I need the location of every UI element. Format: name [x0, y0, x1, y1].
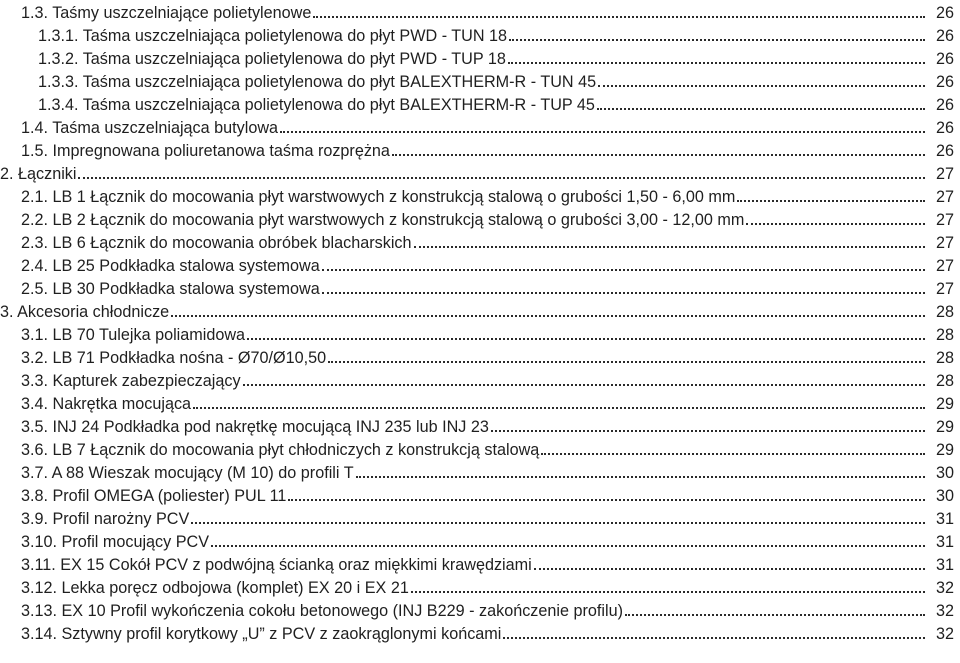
toc-entry-title: 3.5. INJ 24 Podkładka pod nakrętkę mocującą INJ 235 lub INJ 23	[21, 418, 489, 436]
toc-entry	[0, 276, 954, 299]
toc-entry-title: 3.12. Lekka poręcz odbojowa (komplet) EX 20 i EX 21	[21, 579, 409, 597]
dot-leader	[247, 338, 925, 340]
toc-page-number: 26	[935, 50, 954, 68]
toc-page-number: 26	[935, 73, 954, 91]
dot-leader	[503, 637, 925, 639]
toc-entry-title: 3.10. Profil mocujący PCV	[21, 533, 210, 551]
toc-entry-title: 3.3. Kapturek zabezpieczający	[21, 372, 241, 390]
toc-entry-title: 3.9. Profil narożny PCV	[21, 510, 190, 528]
toc-entry	[0, 92, 954, 115]
toc-entry	[0, 575, 954, 598]
dot-leader	[280, 131, 925, 133]
dot-leader	[243, 384, 925, 386]
toc-entry-title: 3.13. EX 10 Profil wykończenia cokołu betonowego (INJ B229 - zakończenie profilu)	[21, 602, 623, 620]
toc-entry	[0, 621, 954, 644]
dot-leader	[322, 269, 925, 271]
dot-leader	[191, 522, 925, 524]
toc-page-number: 26	[935, 142, 954, 160]
toc-entry	[0, 483, 954, 506]
toc-page-number: 27	[935, 234, 954, 252]
dot-leader	[411, 591, 925, 593]
dot-leader	[78, 177, 925, 179]
dot-leader	[534, 568, 925, 570]
toc-page-number: 28	[935, 303, 954, 321]
toc-entry-title: 1.3.3. Taśma uszczelniająca polietylenowa do płyt BALEXTHERM-R - TUN 45	[38, 73, 597, 91]
toc-entry	[0, 414, 954, 437]
toc-page-number: 28	[935, 372, 954, 390]
toc-entry	[0, 23, 954, 46]
dot-leader	[597, 108, 925, 110]
toc-page-number: 26	[935, 27, 954, 45]
toc-entry-title: 2.4. LB 25 Podkładka stalowa systemowa	[21, 257, 320, 275]
toc-entry	[0, 69, 954, 92]
toc-page-number: 30	[935, 487, 954, 505]
toc-entry	[0, 460, 954, 483]
toc-entry	[0, 184, 954, 207]
toc-entry	[0, 161, 954, 184]
toc-entry-title: 3.11. EX 15 Cokół PCV z podwójną ścianką oraz miękkimi krawędziami	[21, 556, 532, 574]
toc-page-number: 30	[935, 464, 954, 482]
toc-entry	[0, 253, 954, 276]
dot-leader	[414, 246, 925, 248]
dot-leader	[737, 200, 925, 202]
toc-entry-title: 1.3.2. Taśma uszczelniająca polietylenowa do płyt PWD - TUP 18	[38, 50, 506, 68]
toc-entry	[0, 437, 954, 460]
toc-page-number: 27	[935, 188, 954, 206]
toc-entry-title: 3. Akcesoria chłodnicze	[0, 303, 170, 321]
dot-leader	[509, 39, 925, 41]
toc-page-number: 32	[935, 579, 954, 597]
toc-entry-title: 1.4. Taśma uszczelniająca butylowa	[21, 119, 279, 137]
toc-entry	[0, 345, 954, 368]
toc-entry-title: 2.5. LB 30 Podkładka stalowa systemowa	[21, 280, 320, 298]
dot-leader	[211, 545, 925, 547]
toc-entry	[0, 598, 954, 621]
toc-entry	[0, 115, 954, 138]
dot-leader	[322, 292, 925, 294]
toc-entry	[0, 368, 954, 391]
toc-entry	[0, 0, 954, 23]
dot-leader	[392, 154, 925, 156]
dot-leader	[356, 476, 925, 478]
toc-entry-title: 3.2. LB 71 Podkładka nośna - Ø70/Ø10,50	[21, 349, 327, 367]
toc-entry	[0, 138, 954, 161]
dot-leader	[288, 499, 925, 501]
dot-leader	[598, 85, 925, 87]
toc-entry-title: 3.14. Sztywny profil korytkowy „U” z PCV z zaokrąglonymi końcami	[21, 625, 502, 643]
toc-page-number: 27	[935, 211, 954, 229]
toc-entry-title: 2. Łączniki	[0, 165, 77, 183]
toc-page-number: 28	[935, 326, 954, 344]
toc-entry-title: 2.1. LB 1 Łącznik do mocowania płyt warstwowych z konstrukcją stalową o grubości 1,50 - 6,00 mm	[21, 188, 736, 206]
toc-entry-title: 3.1. LB 70 Tulejka poliamidowa	[21, 326, 246, 344]
toc-entry	[0, 529, 954, 552]
toc-page-number: 29	[935, 441, 954, 459]
toc-page-number: 29	[935, 395, 954, 413]
toc-entry-title: 1.3. Taśmy uszczelniające polietylenowe	[21, 4, 312, 22]
toc-page-number: 29	[935, 418, 954, 436]
toc-page-number: 32	[935, 625, 954, 643]
toc-page-number: 26	[935, 96, 954, 114]
dot-leader	[746, 223, 925, 225]
toc-entry-title: 2.3. LB 6 Łącznik do mocowania obróbek blacharskich	[21, 234, 412, 252]
toc-entry-title: 3.6. LB 7 Łącznik do mocowania płyt chłodniczych z konstrukcją stalową	[21, 441, 540, 459]
toc-entry	[0, 506, 954, 529]
toc-entry	[0, 207, 954, 230]
toc-entry-title: 2.2. LB 2 Łącznik do mocowania płyt warstwowych z konstrukcją stalową o grubości 3,00 - 12,00 mm	[21, 211, 745, 229]
toc-page-number: 27	[935, 257, 954, 275]
toc-entry-title: 3.8. Profil OMEGA (poliester) PUL 11	[21, 487, 287, 505]
dot-leader	[313, 16, 925, 18]
toc-entry-title: 1.3.1. Taśma uszczelniająca polietylenowa do płyt PWD - TUN 18	[38, 27, 508, 45]
toc-page-number: 32	[935, 602, 954, 620]
toc-entry	[0, 46, 954, 69]
dot-leader	[508, 62, 925, 64]
dot-leader	[193, 407, 925, 409]
dot-leader	[328, 361, 925, 363]
dot-leader	[625, 614, 925, 616]
dot-leader	[541, 453, 925, 455]
toc-entry	[0, 322, 954, 345]
toc-entry	[0, 230, 954, 253]
toc-entry-title: 1.5. Impregnowana poliuretanowa taśma rozprężna	[21, 142, 390, 160]
toc-page-number: 31	[935, 556, 954, 574]
toc-page-number: 28	[935, 349, 954, 367]
toc-page-number: 27	[935, 280, 954, 298]
toc-entry-title: 3.7. A 88 Wieszak mocujący (M 10) do profili T	[21, 464, 354, 482]
toc-entry-title: 1.3.4. Taśma uszczelniająca polietylenowa do płyt BALEXTHERM-R - TUP 45	[38, 96, 595, 114]
toc-page-number: 27	[935, 165, 954, 183]
toc-entry-title: 3.4. Nakrętka mocująca	[21, 395, 192, 413]
toc-page-number: 26	[935, 4, 954, 22]
toc-entry	[0, 552, 954, 575]
toc-page-number: 26	[935, 119, 954, 137]
toc-entry	[0, 391, 954, 414]
toc-page-number: 31	[935, 533, 954, 551]
dot-leader	[491, 430, 925, 432]
toc-page-number: 31	[935, 510, 954, 528]
toc-entry	[0, 299, 954, 322]
dot-leader	[171, 315, 925, 317]
